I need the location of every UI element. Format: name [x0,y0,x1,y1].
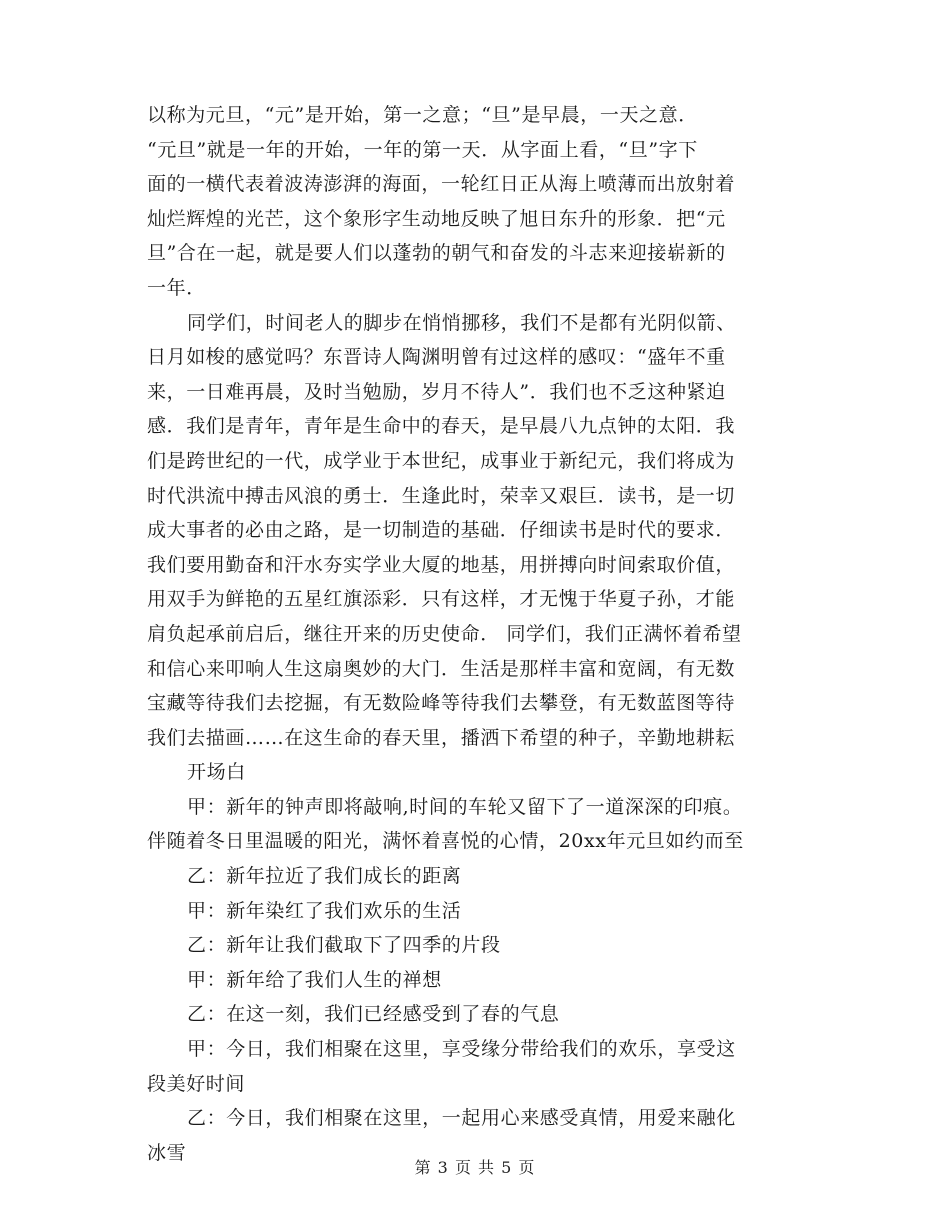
page-footer: 第 3 页 共 5 页 [414,1158,536,1177]
text-line: 面的一横代表着波涛澎湃的海面，一轮红日正从海上喷薄而出放射着 [147,173,736,196]
text-line: 成大事者的必由之路，是一切制造的基础．仔细读书是时代的要求． [147,519,736,542]
text-line: 甲：新年的钟声即将敲响,时间的车轮又留下了一道深深的印痕。 [187,795,743,818]
text-line: 乙：新年拉近了我们成长的距离 [187,865,462,888]
text-line: 段美好时间 [147,1072,246,1095]
text-line: 们是跨世纪的一代，成学业于本世纪，成事业于新纪元，我们将成为 [147,449,736,472]
text-line: 一年． [147,276,206,299]
text-line: 甲：新年染红了我们欢乐的生活 [187,899,462,922]
text-line: 肩负起承前启后，继往开来的历史使命． 同学们，我们正满怀着希望 [147,622,742,645]
text-line: 来，一日难再晨，及时当勉励，岁月不待人”．我们也不乏这种紧迫 [147,380,726,403]
text-line: 感．我们是青年，青年是生命中的春天，是早晨八九点钟的太阳．我 [147,415,736,438]
text-line: 日月如梭的感觉吗？东晋诗人陶渊明曾有过这样的感叹：“盛年不重 [147,346,726,369]
text-line: 伴随着冬日里温暖的阳光，满怀着喜悦的心情，20xx年元旦如约而至 [147,830,744,853]
text-line: 乙：新年让我们截取下了四季的片段 [187,934,501,957]
text-line: 同学们，时间老人的脚步在悄悄挪移，我们不是都有光阴似箭、 [187,311,736,334]
text-line: 灿烂辉煌的光芒，这个象形字生动地反映了旭日东升的形象．把“元 [147,207,726,230]
text-line: “元旦”就是一年的开始，一年的第一天．从字面上看，“旦”字下 [147,138,698,161]
text-line: 冰雪 [147,1141,187,1164]
text-line: 开场白 [187,761,246,784]
text-line: 我们去描画……在这生命的春天里，播洒下希望的种子，辛勤地耕耘 [147,726,736,749]
text-line: 乙：今日，我们相聚在这里，一起用心来感受真情，用爱来融化 [187,1107,736,1130]
text-line: 以称为元旦，“元”是开始，第一之意；“旦”是早晨，一天之意． [147,104,698,126]
text-line: 我们要用勤奋和汗水夯实学业大厦的地基，用拼搏向时间索取价值， [147,553,736,576]
text-line: 甲：新年给了我们人生的禅想 [187,968,442,991]
text-line: 甲：今日，我们相聚在这里，享受缘分带给我们的欢乐，享受这 [187,1038,736,1061]
text-line: 时代洪流中搏击风浪的勇士．生逢此时，荣幸又艰巨．读书，是一切 [147,484,736,507]
text-line: 宝藏等待我们去挖掘，有无数险峰等待我们去攀登，有无数蓝图等待 [147,692,736,715]
text-line: 和信心来叩响人生这扇奥妙的大门．生活是那样丰富和宽阔，有无数 [147,657,736,680]
text-line: 用双手为鲜艳的五星红旗添彩．只有这样，才无愧于华夏子孙，才能 [147,588,736,611]
text-line: 乙：在这一刻，我们已经感受到了春的气息 [187,1003,560,1026]
document-body [147,98,807,1170]
text-line: 旦”合在一起，就是要人们以蓬勃的朝气和奋发的斗志来迎接崭新的 [147,242,726,265]
